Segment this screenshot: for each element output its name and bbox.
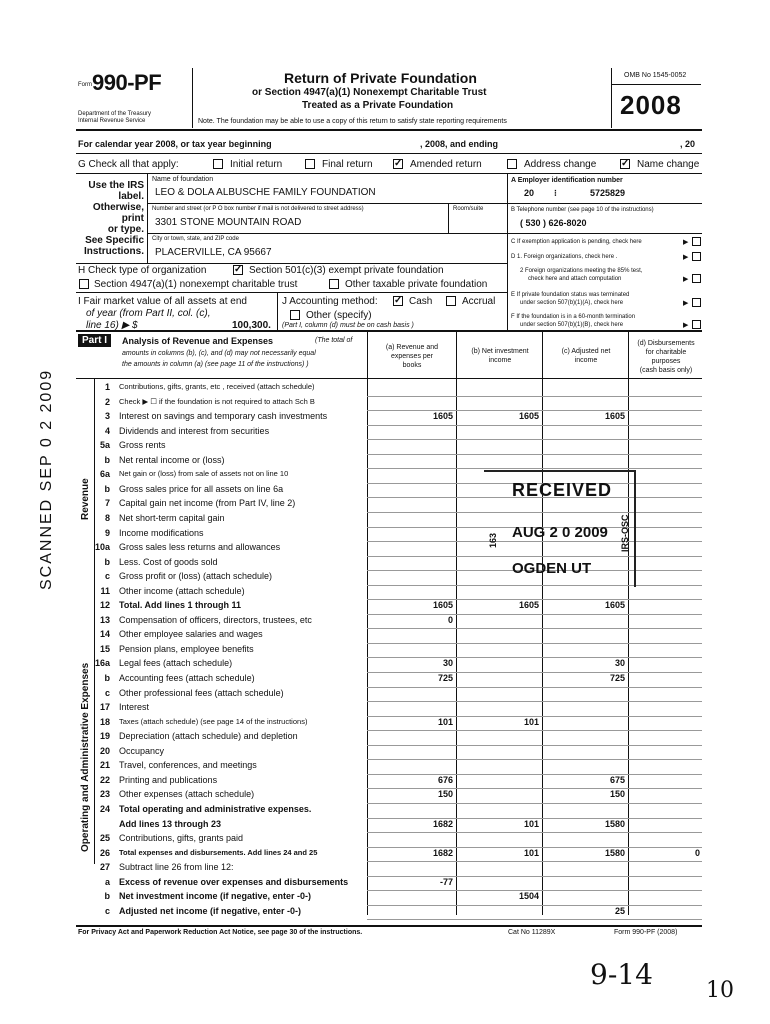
amount-col-c[interactable]: 25: [614, 905, 625, 916]
foundation-name[interactable]: LEO & DOLA ALBUSCHE FAMILY FOUNDATION: [155, 187, 376, 198]
row-label: Printing and publications: [119, 774, 218, 785]
row-divider: [367, 803, 702, 804]
row-divider: [367, 454, 702, 455]
row-label: Subtract line 26 from line 12:: [119, 862, 234, 873]
row-label: Compensation of officers, directors, trustees, etc: [119, 614, 312, 625]
phone-value[interactable]: ( 530 ) 626-8020: [520, 218, 587, 228]
amended-return-label: Amended return: [410, 159, 482, 170]
amount-col-c[interactable]: 150: [609, 789, 625, 800]
foreign-org-text: D 1. Foreign organizations, check here .: [511, 254, 618, 260]
row-number: 16a: [94, 658, 110, 669]
row-label: Net gain or (loss) from sale of assets not on line 10: [119, 469, 289, 479]
row-divider: [367, 643, 702, 644]
part-1-badge: Part I: [78, 334, 111, 347]
row-label: Adjusted net income (if negative, enter -0-): [119, 905, 302, 916]
amount-col-c[interactable]: 675: [609, 774, 625, 785]
row-label: Accounting fees (attach schedule): [119, 673, 255, 683]
row-label: Other expenses (attach schedule): [119, 789, 255, 800]
row-label: Total. Add lines 1 through 11: [119, 600, 242, 611]
form-subtitle-1: or Section 4947(a)(1) Nonexempt Charitable Trust: [252, 87, 487, 98]
row-number: 15: [99, 643, 110, 654]
row-divider: [367, 628, 702, 629]
part-1-desc-2: the amounts in column (a) (see page 11 of the instructions) ): [122, 361, 309, 368]
exemption-pending-checkbox[interactable]: [692, 237, 701, 246]
termination-60-text-1: F If the foundation is in a 60-month termination: [511, 314, 636, 320]
h-line-label: H Check type of organization: [78, 265, 207, 276]
row-label: Gross sales less returns and allowances: [119, 542, 281, 553]
use-irs-label-block: Use the IRS label. Otherwise, print or type. See Specific Instructions.: [83, 180, 144, 257]
row-divider: [367, 832, 702, 833]
row-label: Dividends and interest from securities: [119, 425, 270, 436]
received-stamp-date: AUG 2 0 2009: [512, 524, 608, 541]
amount-col-a[interactable]: 1605: [432, 600, 453, 611]
row-number: 27: [99, 862, 110, 873]
other-taxable-checkbox[interactable]: [329, 279, 339, 289]
row-label: Interest: [119, 702, 150, 713]
row-number: 3: [104, 411, 110, 422]
amount-col-c[interactable]: 1580: [604, 847, 625, 858]
row-label: Net investment income (if negative, enter -0-): [119, 891, 312, 902]
received-stamp-city: OGDEN UT: [512, 560, 592, 577]
amount-col-c[interactable]: 1605: [604, 411, 625, 422]
row-number: 12: [99, 600, 110, 611]
row-label: Total operating and administrative expenses.: [119, 803, 312, 814]
i-line-2: of year (from Part II, col. (c),: [86, 308, 211, 319]
foreign-org-checkbox[interactable]: [692, 252, 701, 261]
row-number: 19: [99, 731, 110, 742]
col-a-header: (a) Revenue and expenses per books: [385, 344, 439, 369]
row-number: a: [104, 876, 110, 887]
amount-col-a[interactable]: 725: [437, 673, 453, 683]
foundation-name-caption: Name of foundation: [152, 176, 214, 183]
row-label: Total expenses and disbursements. Add lines 24 and 25: [119, 847, 318, 857]
row-divider: [367, 396, 702, 397]
row-divider: [367, 730, 702, 731]
amount-col-c[interactable]: 725: [609, 673, 625, 683]
part-1-title: Analysis of Revenue and Expenses: [122, 336, 274, 346]
row-number: 1: [104, 382, 110, 392]
row-label: Check ▶ ☐ if the foundation is not required to attach Sch B: [119, 396, 315, 406]
phone-caption: B Telephone number (see page 10 of the instructions): [511, 207, 654, 213]
row-label: Pension plans, employee benefits: [119, 643, 254, 654]
amount-col-a[interactable]: 1605: [432, 411, 453, 422]
form-subtitle-2: Treated as a Private Foundation: [302, 100, 454, 111]
initial-return-label: Initial return: [230, 159, 283, 170]
row-number: 8: [104, 512, 110, 523]
scanned-stamp: SCANNED SEP 0 2 2009: [38, 368, 55, 590]
amount-col-a[interactable]: 101: [437, 716, 453, 727]
street-caption: Number and street (or P O box number if mail is not delivered to street address): [152, 206, 364, 212]
row-number: 22: [99, 774, 110, 785]
form-number: 990-PF: [92, 70, 162, 95]
row-divider: [367, 425, 702, 426]
other-taxable-label: Other taxable private foundation: [345, 279, 488, 290]
row-number: 6a: [99, 469, 110, 480]
form-footer: Form 990-PF (2008): [614, 929, 678, 936]
final-return-label: Final return: [322, 159, 373, 170]
termination-60-checkbox[interactable]: [692, 320, 701, 329]
row-label: Less. Cost of goods sold: [119, 556, 218, 567]
handwritten-note-1: 9-14: [590, 958, 653, 991]
foundation-city[interactable]: PLACERVILLE, CA 95667: [155, 247, 272, 258]
termination-60-text-2: under section 507(b)(1)(B), check here: [520, 322, 624, 328]
row-number: b: [104, 454, 110, 465]
ein-prefix: 20: [524, 188, 535, 198]
row-label: Travel, conferences, and meetings: [119, 760, 257, 771]
department-text: Department of the Treasury: [78, 111, 152, 117]
amount-col-a[interactable]: 0: [447, 614, 453, 625]
received-stamp-code-2: IRS-OSC: [620, 514, 630, 552]
row-label: Net short-term capital gain: [119, 512, 225, 523]
i-line-1: I Fair market value of all assets at end: [78, 296, 247, 307]
part-1-desc-1: amounts in columns (b), (c), and (d) may not necessarily equal: [122, 350, 316, 357]
row-label: Other employee salaries and wages: [119, 629, 263, 640]
amount-col-b[interactable]: 101: [523, 847, 539, 858]
amount-col-a[interactable]: 1682: [432, 818, 453, 829]
i-line-3: line 16) ▶ $: [86, 320, 138, 331]
row-number: 13: [99, 614, 110, 625]
amount-col-c[interactable]: 1580: [604, 818, 625, 829]
part-1-title-note: (The total of: [315, 337, 353, 344]
row-number: 7: [104, 498, 110, 509]
amount-col-a[interactable]: 30: [442, 658, 453, 669]
col-b-header: (b) Net investment income: [471, 348, 529, 364]
row-divider: [367, 919, 702, 920]
amount-col-c[interactable]: 30: [614, 658, 625, 669]
row-divider: [367, 905, 702, 906]
4947-label: Section 4947(a)(1) nonexempt charitable trust: [94, 279, 298, 290]
row-number: b: [104, 673, 110, 683]
tax-year: 2008: [620, 90, 682, 120]
expenses-side-label: Operating and Administrative Expenses: [80, 662, 91, 852]
foreign-85-checkbox[interactable]: [692, 274, 701, 283]
row-label: Contributions, gifts, grants, etc , received (attach schedule): [119, 382, 315, 391]
row-number: 17: [99, 702, 110, 713]
amount-col-b[interactable]: 101: [523, 818, 539, 829]
row-divider: [367, 687, 702, 688]
row-label: Gross sales price for all assets on line 6a: [119, 483, 284, 494]
row-label: Excess of revenue over expenses and disbursements: [119, 876, 349, 887]
row-label: Taxes (attach schedule) (see page 14 of the instructions): [119, 716, 308, 726]
501c3-label: Section 501(c)(3) exempt private foundation: [249, 265, 444, 276]
g-line-label: G Check all that apply:: [78, 159, 179, 170]
calendar-ending-label: , 2008, and ending: [420, 139, 499, 149]
handwritten-note-2: 10: [706, 978, 734, 1003]
address-change-checkbox[interactable]: [507, 159, 517, 169]
row-number: 14: [99, 629, 110, 640]
irs-text: Internal Revenue Service: [78, 118, 146, 124]
col-d-header: (d) Disbursements for charitable purposes (cash basis only): [637, 340, 695, 374]
amount-col-a[interactable]: 150: [437, 789, 453, 800]
foundation-street[interactable]: 3301 STONE MOUNTAIN ROAD: [155, 217, 302, 228]
calendar-year-label: For calendar year 2008, or tax year beginning: [78, 139, 272, 149]
final-return-checkbox[interactable]: [305, 159, 315, 169]
name-change-checkbox[interactable]: ✓: [621, 158, 630, 169]
status-terminated-checkbox[interactable]: [692, 298, 701, 307]
amount-col-a[interactable]: 676: [437, 774, 453, 785]
row-divider: [367, 701, 702, 702]
cash-basis-note: (Part I, column (d) must be on cash basis ): [282, 322, 414, 329]
row-number: c: [104, 687, 110, 698]
amount-col-d[interactable]: 0: [694, 847, 700, 858]
room-caption: Room/suite: [453, 206, 484, 212]
status-terminated-text-1: E If private foundation status was terminated: [511, 292, 630, 298]
row-label: Net rental income or (loss): [119, 454, 225, 465]
row-number: 24: [99, 803, 110, 814]
privacy-notice: For Privacy Act and Paperwork Reduction Act Notice, see page 30 of the instructions.: [78, 929, 363, 936]
address-change-label: Address change: [524, 159, 597, 170]
row-number: 9: [104, 527, 110, 538]
status-terminated-text-2: under section 507(b)(1)(A), check here: [520, 300, 624, 306]
row-divider: [367, 759, 702, 760]
amount-col-b[interactable]: 1504: [518, 891, 539, 902]
accounting-method-label: J Accounting method:: [282, 296, 378, 307]
form-prefix: Form: [78, 82, 92, 88]
row-label: Income modifications: [119, 527, 204, 538]
row-number: 5a: [99, 440, 110, 451]
row-label: Other income (attach schedule): [119, 585, 245, 596]
received-stamp-code: 163: [488, 532, 498, 548]
amount-col-b[interactable]: 101: [523, 716, 539, 727]
row-number: 26: [99, 847, 110, 858]
amount-col-b[interactable]: 1605: [518, 411, 539, 422]
row-number: c: [104, 905, 110, 916]
ein-value[interactable]: 5725829: [590, 188, 626, 198]
foreign-85-text-2: check here and attach computation: [528, 276, 622, 282]
calendar-year-suffix: , 20: [680, 139, 696, 149]
row-number: 2: [104, 396, 110, 407]
form-note: Note. The foundation may be able to use a copy of this return to satisfy state reporting requirements: [198, 118, 507, 125]
name-change-label: Name change: [637, 159, 700, 170]
row-label: Interest on savings and temporary cash investments: [119, 411, 328, 422]
amount-col-b[interactable]: 1605: [518, 600, 539, 611]
row-number: b: [104, 891, 110, 902]
amount-col-c[interactable]: 1605: [604, 600, 625, 611]
row-number: c: [104, 571, 110, 582]
cat-number: Cat No 11289X: [508, 929, 556, 936]
row-label: Legal fees (attach schedule): [119, 658, 233, 669]
row-label: Occupancy: [119, 745, 165, 756]
row-divider: [367, 745, 702, 746]
cash-label: Cash: [409, 296, 433, 307]
revenue-side-label: Revenue: [80, 478, 91, 520]
row-label: Contributions, gifts, grants paid: [119, 833, 244, 844]
row-number: 25: [99, 833, 110, 844]
row-number: 20: [99, 745, 110, 756]
4947-checkbox[interactable]: [79, 279, 89, 289]
fair-market-value[interactable]: 100,300.: [232, 320, 271, 331]
accrual-label: Accrual: [462, 296, 496, 307]
received-stamp-text: RECEIVED: [512, 480, 613, 500]
row-label: Depreciation (attach schedule) and depletion: [119, 731, 298, 742]
row-number: 21: [99, 760, 110, 771]
form-title: Return of Private Foundation: [284, 70, 477, 86]
other-method-label: Other (specify): [306, 310, 372, 321]
foreign-85-text-1: 2 Foreign organizations meeting the 85% test,: [520, 268, 643, 274]
cash-checkbox[interactable]: ✓: [394, 295, 403, 306]
row-number: 10a: [94, 542, 110, 553]
row-divider: [367, 439, 702, 440]
ein-caption: A Employer identification number: [511, 177, 623, 184]
omb-number: OMB No 1545-0052: [624, 72, 687, 79]
501c3-checkbox[interactable]: ✓: [234, 264, 243, 275]
city-caption: City or town, state, and ZIP code: [152, 236, 239, 242]
row-number: b: [104, 483, 110, 494]
row-label: Add lines 13 through 23: [119, 818, 222, 829]
row-divider: [367, 861, 702, 862]
row-number: 18: [99, 716, 110, 727]
amount-col-a[interactable]: -77: [439, 876, 453, 887]
accrual-checkbox[interactable]: [446, 296, 456, 306]
row-label: Capital gain net income (from Part IV, line 2): [119, 498, 296, 509]
row-number: b: [104, 556, 110, 567]
row-number: 23: [99, 789, 110, 800]
row-label: Gross rents: [119, 440, 166, 451]
row-number: 11: [100, 585, 110, 596]
row-label: Gross profit or (loss) (attach schedule): [119, 571, 273, 582]
exemption-pending-text: C If exemption application is pending, check here: [511, 239, 642, 245]
amount-col-a[interactable]: 1682: [432, 847, 453, 858]
other-method-checkbox[interactable]: [290, 310, 300, 320]
row-number: 4: [104, 425, 110, 436]
col-c-header: (c) Adjusted net income: [561, 348, 611, 364]
amended-return-checkbox[interactable]: ✓: [394, 158, 403, 169]
initial-return-checkbox[interactable]: [213, 159, 223, 169]
row-label: Other professional fees (attach schedule): [119, 687, 284, 698]
